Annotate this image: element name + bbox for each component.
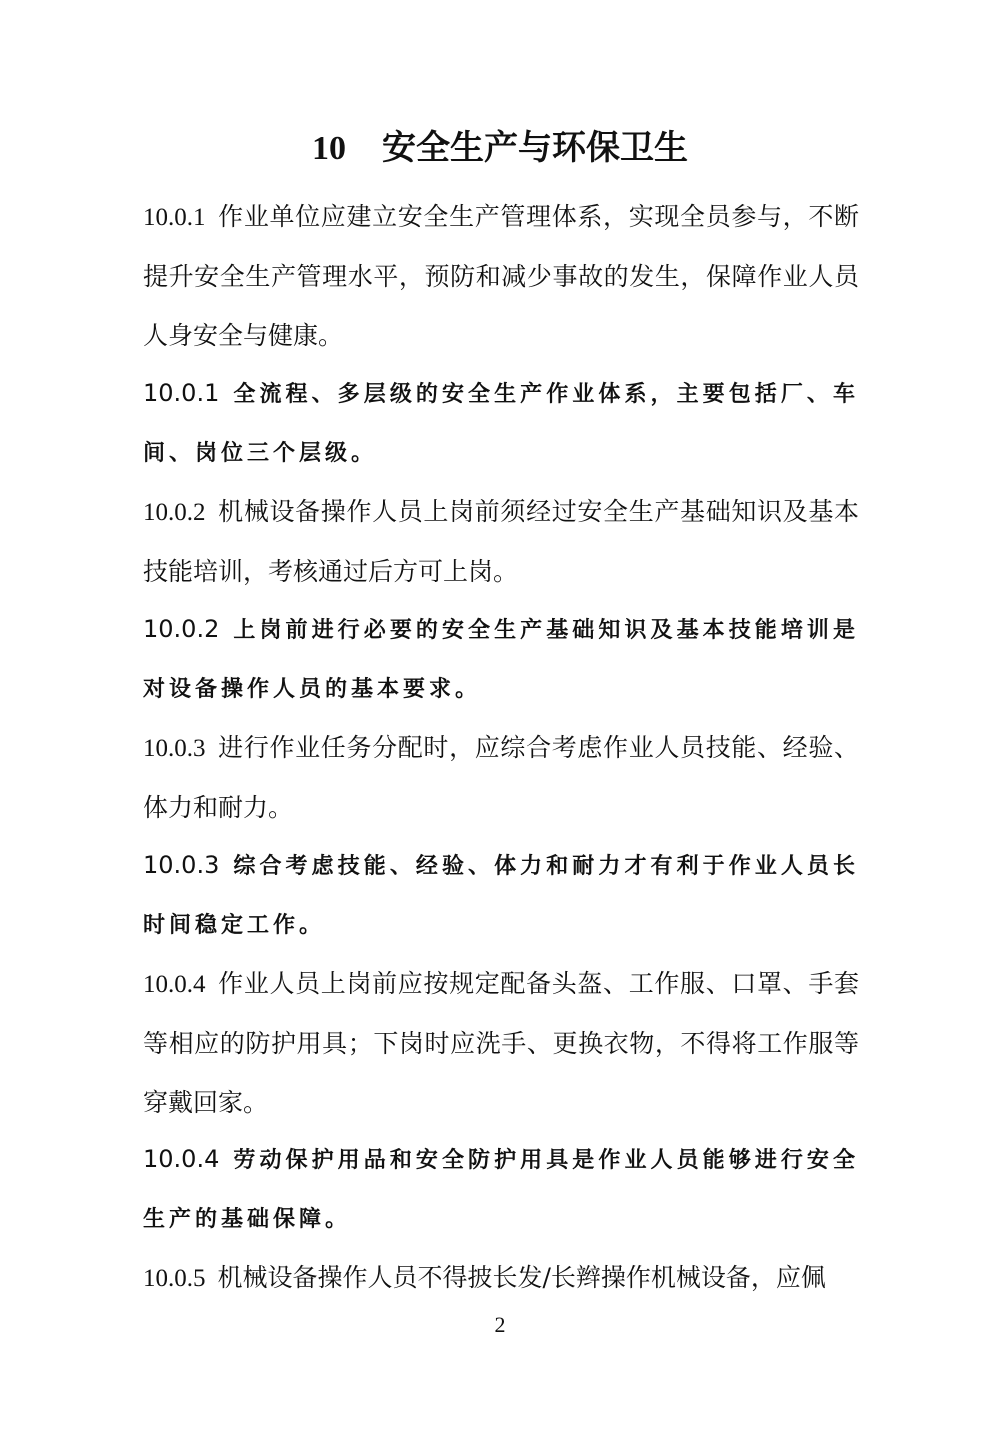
explanation-10-0-1 bbox=[143, 364, 859, 483]
chapter-title bbox=[0, 124, 1000, 173]
clause-number: 10.0.2 bbox=[143, 499, 206, 526]
clause-number: 10.0.1 bbox=[143, 204, 206, 231]
clause-10-0-2 bbox=[143, 482, 859, 601]
clause-10-0-4 bbox=[143, 954, 859, 1132]
explanation-number: 10.0.2 bbox=[143, 615, 220, 643]
clause-10-0-5 bbox=[143, 1248, 859, 1308]
clause-number: 10.0.5 bbox=[143, 1265, 206, 1292]
clause-10-0-3 bbox=[143, 718, 859, 837]
explanation-number: 10.0.3 bbox=[143, 851, 220, 879]
clause-text: 作业人员上岗前应按规定配备头盔、工作服、口罩、手套等相应的防护用具；下岗时应洗手、更换衣物，不得将工作服等穿戴回家。 bbox=[143, 969, 859, 1117]
explanation-10-0-3 bbox=[143, 836, 859, 955]
explanation-number: 10.0.4 bbox=[143, 1145, 220, 1173]
explanation-text: 上岗前进行必要的安全生产基础知识及基本技能培训是对设备操作人员的基本要求。 bbox=[143, 618, 859, 702]
page-number: 2 bbox=[494, 1312, 506, 1337]
clause-number: 10.0.3 bbox=[143, 735, 206, 762]
explanation-text: 全流程、多层级的安全生产作业体系，主要包括厂、车间、岗位三个层级。 bbox=[143, 382, 859, 466]
explanation-10-0-4 bbox=[143, 1130, 859, 1249]
clause-text: 机械设备操作人员不得披长发/长辫操作机械设备，应佩 bbox=[217, 1263, 826, 1292]
clause-text: 作业单位应建立安全生产管理体系，实现全员参与，不断提升安全生产管理水平，预防和减少事故的发生，保障作业人员人身安全与健康。 bbox=[143, 202, 859, 350]
clause-number: 10.0.4 bbox=[143, 971, 206, 998]
clause-text: 进行作业任务分配时，应综合考虑作业人员技能、经验、体力和耐力。 bbox=[143, 733, 859, 822]
explanation-10-0-2 bbox=[143, 600, 859, 719]
chapter-title-text: 安全生产与环保卫生 bbox=[382, 128, 688, 168]
explanation-number: 10.0.1 bbox=[143, 379, 220, 407]
chapter-number: 10 bbox=[312, 130, 346, 167]
explanation-text: 综合考虑技能、经验、体力和耐力才有利于作业人员长时间稳定工作。 bbox=[143, 854, 859, 938]
explanation-text: 劳动保护用品和安全防护用具是作业人员能够进行安全生产的基础保障。 bbox=[143, 1148, 859, 1232]
clause-text: 机械设备操作人员上岗前须经过安全生产基础知识及基本技能培训，考核通过后方可上岗。 bbox=[143, 497, 859, 586]
clause-10-0-1 bbox=[143, 187, 859, 365]
